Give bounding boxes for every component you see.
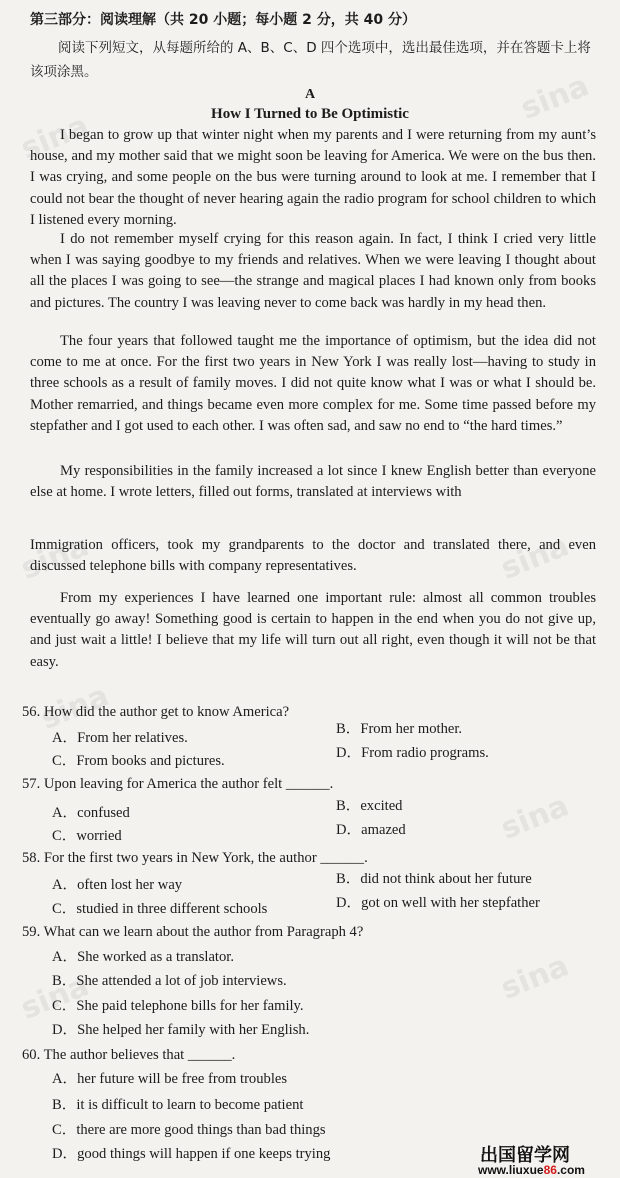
- question-stem: 58. For the first two years in New York, the author ______.: [22, 850, 368, 866]
- option-b: B．She attended a lot of job interviews.: [52, 973, 287, 989]
- option-c: C．worried: [52, 828, 122, 844]
- paragraph: I do not remember myself crying for this reason again. In fact, I think I cried very little when I was saying goodbye to my friends and relatives. When we were leaving I thought about all the places I was going to see—the strange and magical places I had known only from books and pictures. The country I was leaving never to come back was hardly in my head then.: [30, 231, 596, 311]
- url-suffix: .com: [556, 1163, 585, 1177]
- paragraph: The four years that followed taught me the importance of optimism, but the idea did not come to me at once. For the first two years in New York I was really lost—having to study in three schools as a result of family moves. I did not quite know what I was or what I should be. Mother remarried, and things became even more complex for me. Some time passed before my stepfather and I got used to each other. I was often sad, and saw no end to “the hard times.”: [30, 333, 596, 434]
- sina-watermark-icon: sina: [15, 108, 94, 167]
- option-c: C．there are more good things than bad things: [52, 1122, 326, 1138]
- sina-watermark-icon: sina: [495, 528, 574, 587]
- option-a: A．From her relatives.: [52, 730, 188, 746]
- paragraph: I began to grow up that winter night when my parents and I were returning from my aunt’s house, and my mother said that we might soon be leaving for America. We were on the bus then. I was crying, and some people on the bus were turning around to look at me. I remember that I could not bear the thought of never hearing again the radio program for school children to which I listened every morning.: [30, 127, 596, 228]
- option-b: B．From her mother.: [336, 721, 463, 737]
- option-d: D．From radio programs.: [336, 745, 489, 761]
- option-d: D．She helped her family with her English.: [52, 1022, 310, 1038]
- option-a: A．confused: [52, 805, 130, 821]
- passage-title: How I Turned to Be Optimistic: [211, 106, 409, 122]
- sina-watermark-icon: sina: [35, 678, 114, 737]
- site-logo-text: 出国留学网: [480, 1145, 570, 1166]
- option-c: C．She paid telephone bills for her family.: [52, 998, 304, 1014]
- question-stem: 59. What can we learn about the author from Paragraph 4?: [22, 924, 364, 940]
- sina-watermark-icon: sina: [15, 528, 94, 587]
- sina-watermark-icon: sina: [15, 968, 94, 1027]
- sina-watermark-icon: sina: [495, 948, 574, 1007]
- paragraph: My responsibilities in the family increased a lot since I knew English better than everyone else at home. I wrote letters, filled out forms, translated at interviews with: [30, 463, 596, 501]
- question-stem: 60. The author believes that ______.: [22, 1047, 236, 1063]
- url-prefix: www.liuxue: [478, 1163, 544, 1177]
- option-c: C．From books and pictures.: [52, 753, 225, 769]
- option-a: A．She worked as a translator.: [52, 949, 234, 965]
- option-d: D．got on well with her stepfather: [336, 895, 540, 911]
- question-stem: 57. Upon leaving for America the author felt ______.: [22, 776, 334, 792]
- paragraph: From my experiences I have learned one important rule: almost all common troubles eventually go away! Something good is certain to happen in the end when you do not give up, and just wait a little! I believe that my life will turn out all right, even though it will not be that easy.: [30, 590, 596, 670]
- option-d: D．amazed: [336, 822, 406, 838]
- site-url[interactable]: [478, 1163, 585, 1177]
- option-b: B．excited: [336, 798, 403, 814]
- option-d: D．good things will happen if one keeps trying: [52, 1146, 331, 1162]
- option-c: C．studied in three different schools: [52, 901, 268, 917]
- option-b: B．did not think about her future: [336, 871, 532, 887]
- sina-watermark-icon: sina: [515, 68, 594, 127]
- option-a: A．her future will be free from troubles: [52, 1071, 288, 1087]
- paragraph-continued: Immigration officers, took my grandparents to the doctor and translated there, and even discussed telephone bills with company representatives.: [30, 537, 596, 575]
- instructions: 阅读下列短文，从每题所给的 A、B、C、D 四个选项中，选出最佳选项，并在答题卡上将该项涂黑。: [30, 40, 591, 80]
- sina-watermark-icon: sina: [495, 788, 574, 847]
- url-highlight: 86: [543, 1163, 557, 1177]
- section-heading: 第三部分：阅读理解（共 20 小题；每小题 2 分，共 40 分）: [30, 12, 416, 28]
- passage-letter: A: [304, 87, 316, 102]
- option-a: A．often lost her way: [52, 877, 183, 893]
- question-stem: 56. How did the author get to know America?: [22, 704, 290, 720]
- option-b: B．it is difficult to learn to become patient: [52, 1097, 304, 1113]
